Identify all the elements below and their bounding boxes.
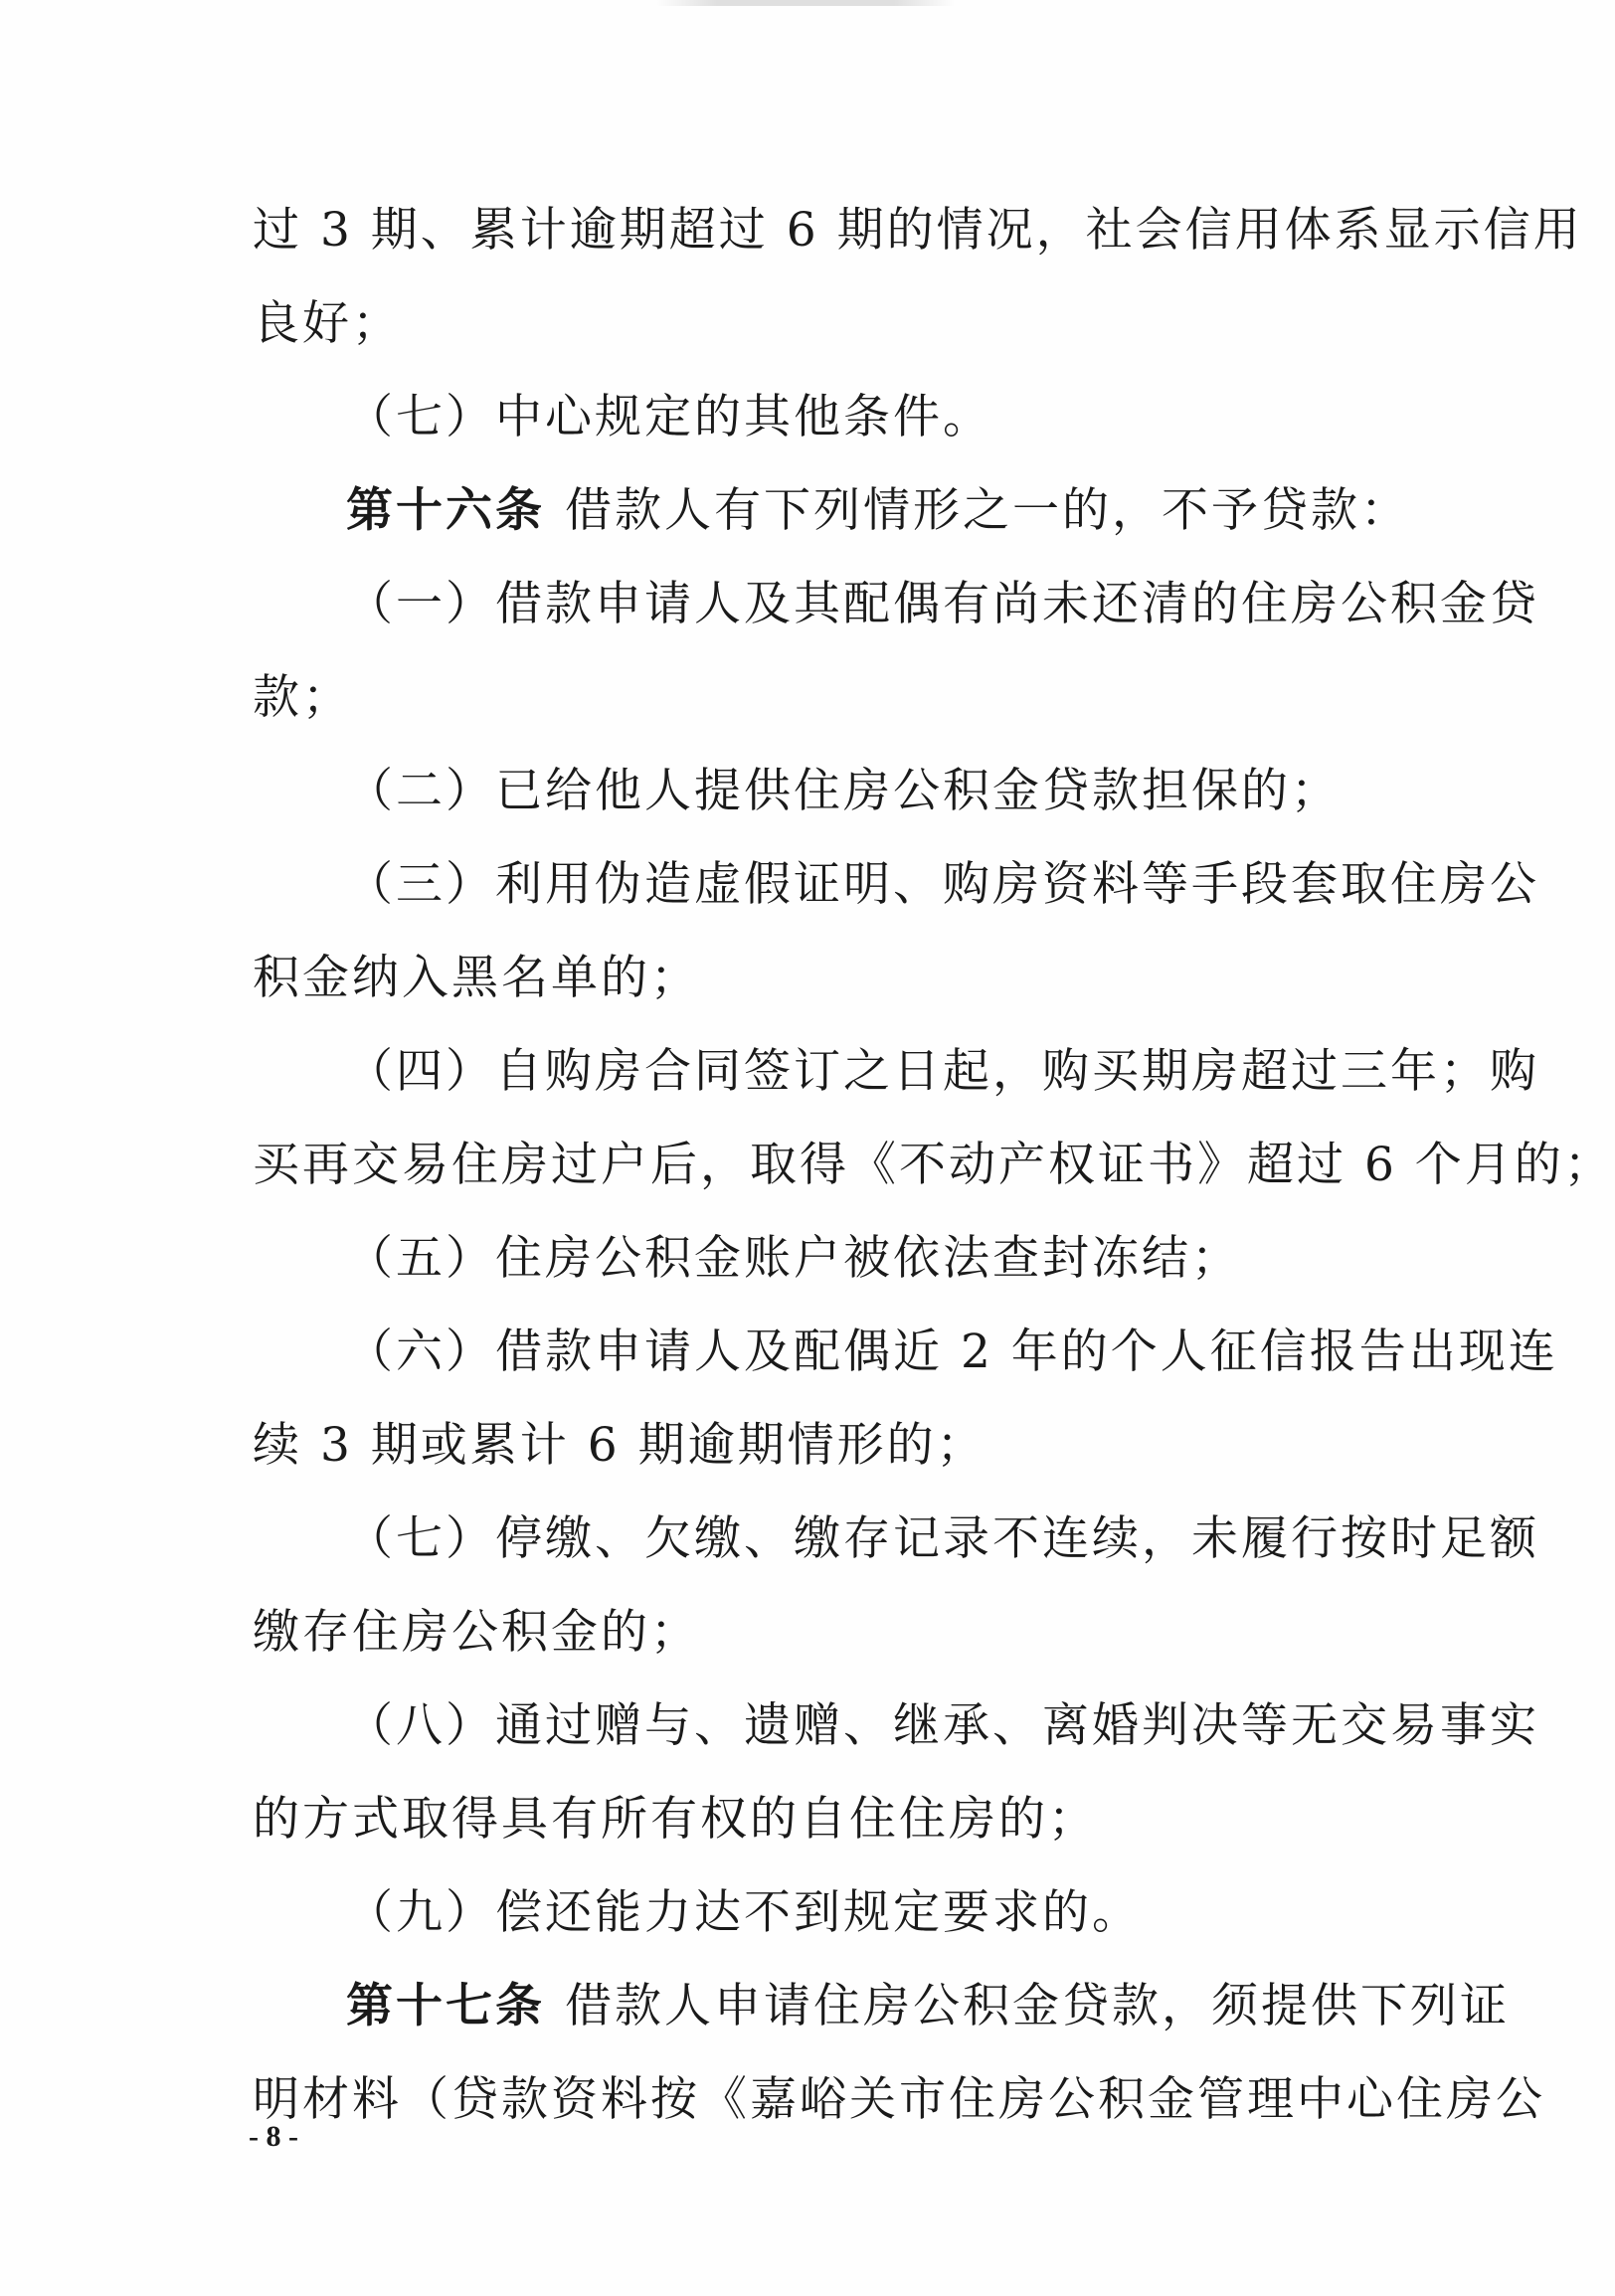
text-line: 续 3 期或累计 6 期逾期情形的；	[253, 1418, 987, 1473]
scan-edge-mark	[656, 0, 955, 6]
text-line: （一）借款申请人及其配偶有尚未还清的住房公积金贷	[346, 577, 1539, 631]
text-line: 缴存住房公积金的；	[253, 1605, 700, 1660]
text-line: （四）自购房合同签订之日起，购买期房超过三年；购	[346, 1044, 1539, 1099]
article-17-text: 借款人申请住房公积金贷款，须提供下列证	[565, 1979, 1510, 2033]
text-line: 的方式取得具有所有权的自住住房的；	[253, 1792, 1098, 1847]
text-line: （七）停缴、欠缴、缴存记录不连续，未履行按时足额	[346, 1511, 1539, 1566]
article-16-heading: 第十六条	[346, 483, 545, 538]
article-17-heading: 第十七条	[346, 1979, 545, 2033]
text-line: 积金纳入黑名单的；	[253, 951, 700, 1005]
text-line: 买再交易住房过户后，取得《不动产权证书》超过 6 个月的；	[253, 1138, 1614, 1192]
article-16-text: 借款人有下列情形之一的，不予贷款：	[565, 483, 1410, 538]
text-line: （六）借款申请人及配偶近 2 年的个人征信报告出现连	[346, 1325, 1558, 1379]
body-text	[253, 184, 1614, 2147]
text-line: （三）利用伪造虚假证明、购房资料等手段套取住房公	[346, 857, 1539, 912]
page-number: - 8 -	[249, 2120, 298, 2153]
text-line: （七）中心规定的其他条件。	[346, 390, 992, 444]
article-17-line	[253, 1960, 1510, 2053]
text-line: （八）通过赠与、遗赠、继承、离婚判决等无交易事实	[346, 1698, 1539, 1753]
text-line: （九）偿还能力达不到规定要求的。	[346, 1885, 1142, 1940]
article-16-line	[253, 464, 1410, 558]
text-line: 良好；	[253, 296, 402, 351]
text-line: （二）已给他人提供住房公积金贷款担保的；	[346, 764, 1341, 818]
text-line: 明材料（贷款资料按《嘉峪关市住房公积金管理中心住房公	[253, 2072, 1545, 2127]
text-line: （五）住房公积金账户被依法查封冻结；	[346, 1231, 1241, 1286]
text-line: 过 3 期、累计逾期超过 6 期的情况，社会信用体系显示信用	[253, 203, 1583, 258]
text-line: 款；	[253, 670, 352, 725]
